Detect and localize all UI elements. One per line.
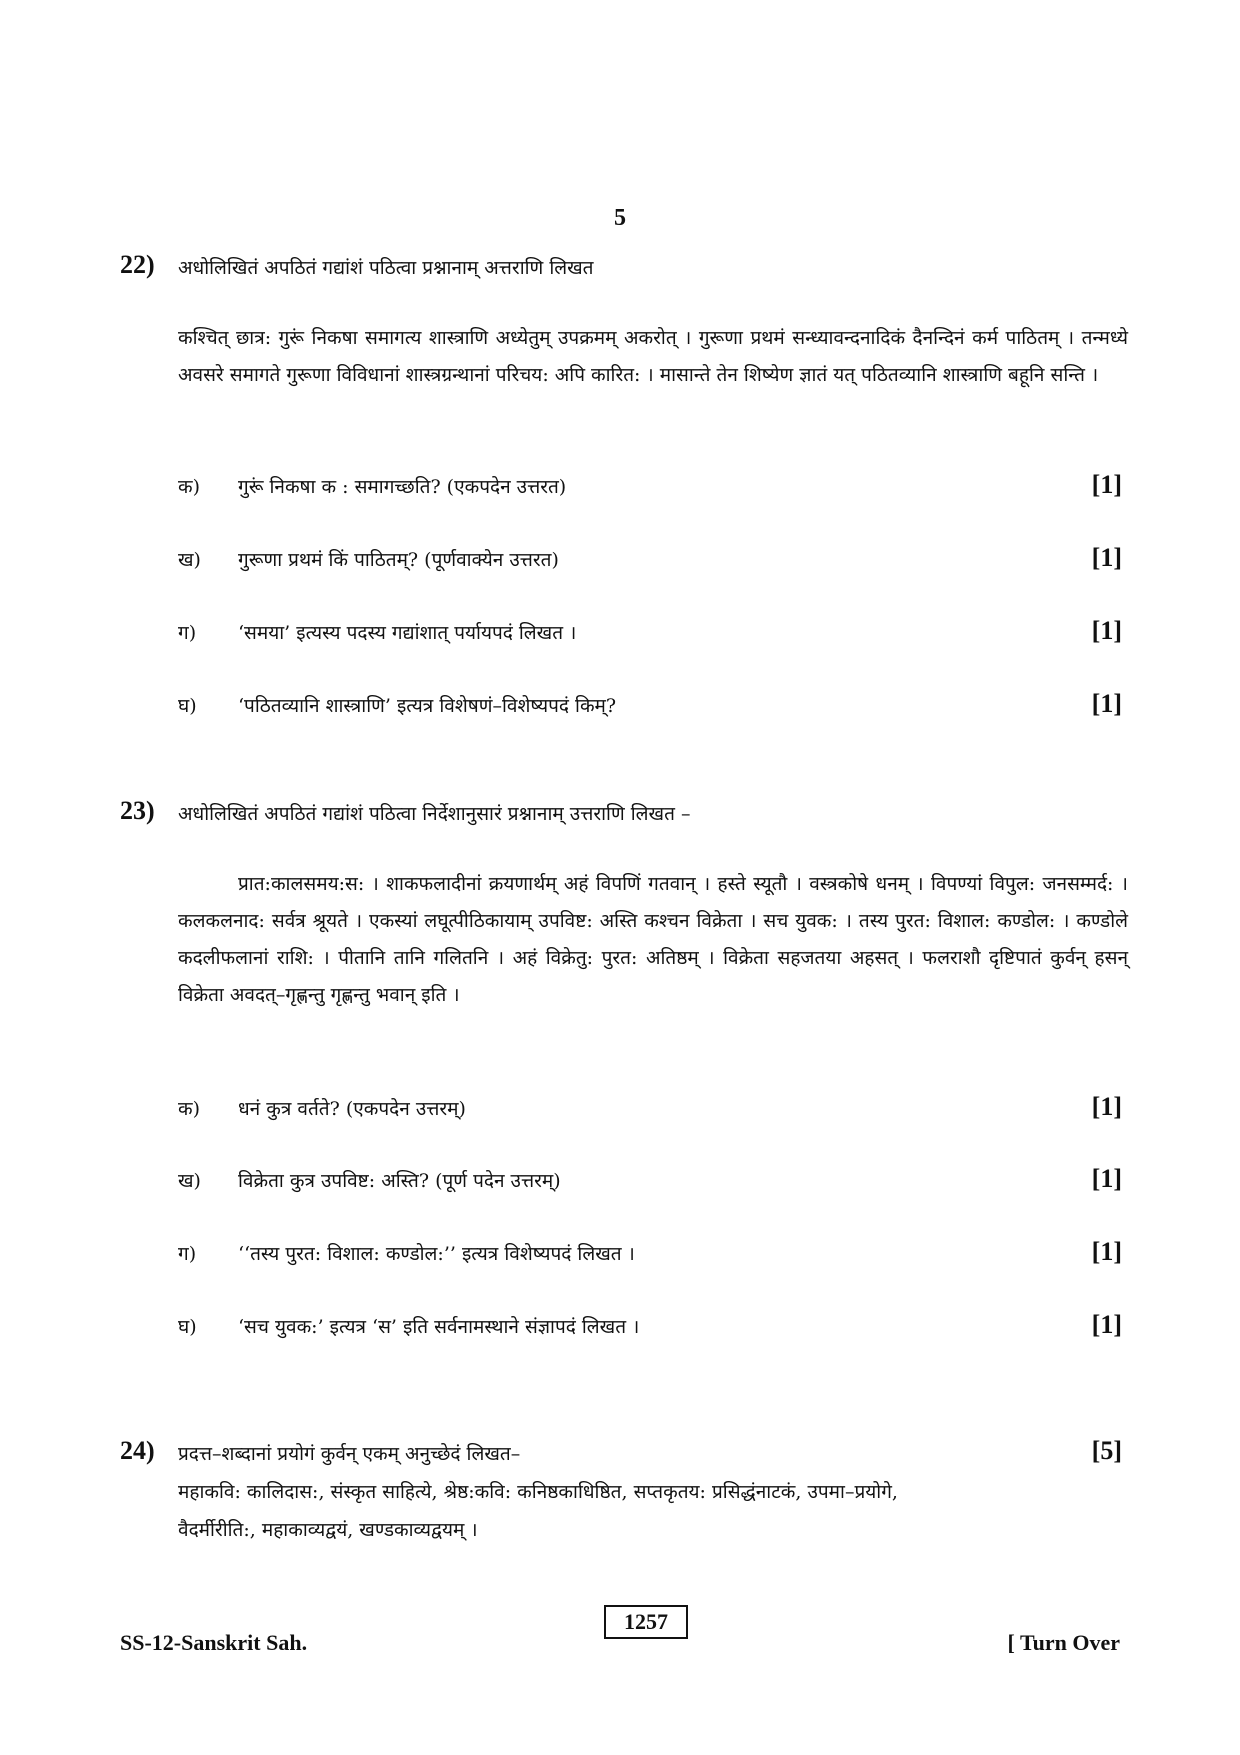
page-number: 5: [614, 205, 626, 231]
q22-sub-gha-text: ‘पठितव्यानि शास्त्राणि’ इत्यत्र विशेषणं–विशेष्यपदं किम्?: [238, 695, 617, 717]
question-24-number: 24): [120, 1436, 155, 1465]
q22-sub-ka-marks: [1]: [1091, 470, 1122, 499]
q22-sub-gha-label: घ): [178, 695, 197, 717]
question-23-passage: प्रात:कालसमय:स: । शाकफलादीनां क्रयणार्थम् अहं विपणिं गतवान् । हस्ते स्यूतौ । वस्त्रकोषे धनम् । विपण्यां विपुल: जनसम्मर्द: । कलकलनाद: सर्वत्र श्रूयते । एकस्यां लघूत्पीठिकायाम् उपविष्ट: अस्ति कश्चन विक्रेता । सच युवक: । तस्य पुरत: विशाल: कण्डोल: । कण्डोले कदलीफलानां राशि: । पीतानि तानि गलितनि । अहं विक्रेतु: पुरत: अतिष्ठम् । विक्रेता सहजतया अहसत् । फलराशौ दृष्टिपातं कुर्वन् हसन् विक्रेता अवदत्–गृह्णन्तु गृह्णन्तु भवान् इति ।: [178, 873, 1128, 1006]
question-22-prompt: अधोलिखितं अपठितं गद्यांशं पठित्वा प्रश्नानाम् अत्तराणि लिखत: [178, 257, 594, 279]
q23-sub-gha-marks: [1]: [1091, 1310, 1122, 1339]
q22-sub-ka-text: गुरूं निकषा क : समागच्छति? (एकपदेन उत्तरत): [238, 476, 567, 498]
q23-sub-gha-text: ‘सच युवक:’ इत्यत्र ‘स’ इति सर्वनामस्थाने संज्ञापदं लिखत ।: [238, 1316, 640, 1338]
q22-sub-ga-text: ‘समया’ इत्यस्य पदस्य गद्यांशात् पर्यायपदं लिखत ।: [238, 622, 577, 644]
q22-sub-ga-marks: [1]: [1091, 616, 1122, 645]
question-23-prompt: अधोलिखितं अपठितं गद्यांशं पठित्वा निर्देशानुसारं प्रश्नानाम् उत्तराणि लिखत –: [178, 803, 691, 825]
q22-sub-kha-text: गुरूणा प्रथमं किं पाठितम्? (पूर्णवाक्येन उत्तरत): [238, 549, 559, 571]
q22-sub-kha-label: ख): [178, 549, 201, 571]
q23-sub-kha-label: ख): [178, 1170, 201, 1192]
q22-sub-gha-marks: [1]: [1091, 689, 1122, 718]
q23-sub-ga-label: ग): [178, 1243, 197, 1265]
q22-sub-ga-label: ग): [178, 622, 197, 644]
q23-sub-ga-marks: [1]: [1091, 1237, 1122, 1266]
question-22-passage: कश्चित् छात्र: गुरूं निकषा समागत्य शास्त्राणि अध्येतुम् उपक्रमम् अकरोत् । गुरूणा प्रथमं सन्ध्यावन्दनादिकं दैनन्दिनं कर्म पाठितम् । तन्मध्ये अवसरे समागते गुरूणा विविधानां शास्त्रग्रन्थानां परिचय: अपि कारित: । मासान्ते तेन शिष्येण ज्ञातं यत् पठितव्यानि शास्त्राणि बहूनि सन्ति ।: [178, 327, 1128, 386]
q22-sub-kha-marks: [1]: [1091, 543, 1122, 572]
question-22-number: 22): [120, 250, 155, 279]
question-24-words-line-1: महाकवि: कालिदास:, संस्कृत साहित्ये, श्रेष्ठ:कवि: कनिष्ठकाधिष्ठित, सप्तकृतय: प्रसिद्धंनाटकं, उपमा–प्रयोगे,: [178, 1481, 898, 1503]
q22-sub-ka-label: क): [178, 476, 201, 498]
question-24-words-line-2: वैदर्मीरीति:, महाकाव्यद्वयं, खण्डकाव्यद्वयम् ।: [178, 1519, 478, 1541]
footer-turn-over: [ Turn Over: [1007, 1630, 1120, 1655]
question-23-number: 23): [120, 796, 155, 825]
q23-sub-kha-text: विक्रेता कुत्र उपविष्ट: अस्ति? (पूर्ण पदेन उत्तरम्): [238, 1170, 561, 1192]
q23-sub-kha-marks: [1]: [1091, 1164, 1122, 1193]
question-24-prompt: प्रदत्त–शब्दानां प्रयोगं कुर्वन् एकम् अनुच्छेदं लिखत–: [178, 1443, 521, 1465]
q23-sub-ka-text: धनं कुत्र वर्तते? (एकपदेन उत्तरम्): [238, 1098, 466, 1120]
question-24-marks: [5]: [1091, 1436, 1122, 1465]
q23-sub-gha-label: घ): [178, 1316, 197, 1338]
footer-paper-code: SS-12-Sanskrit Sah.: [120, 1630, 308, 1655]
q23-sub-ka-marks: [1]: [1091, 1092, 1122, 1121]
footer-serial-code: 1257: [604, 1605, 688, 1639]
q23-sub-ga-text: ‘‘तस्य पुरत: विशाल: कण्डोल:’’ इत्यत्र विशेष्यपदं लिखत ।: [238, 1243, 635, 1265]
q23-sub-ka-label: क): [178, 1098, 201, 1120]
